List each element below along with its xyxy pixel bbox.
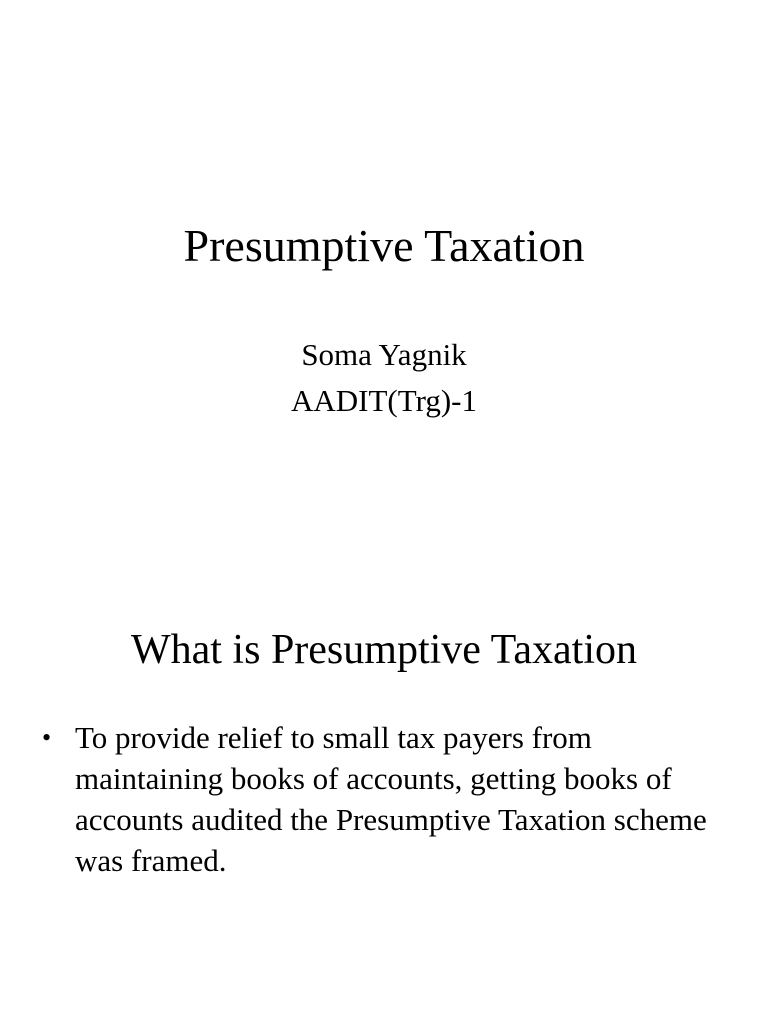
author-designation: AADIT(Trg)-1 [291,383,477,418]
slide-heading: What is Presumptive Taxation [130,627,638,673]
bullet-text: To provide relief to small tax payers from maintaining books of accounts, getting books of accounts audited the Presumptive Taxation scheme was framed. [75,720,707,878]
content-slide [0,512,768,1024]
author-name: Soma Yagnik [301,337,467,372]
slide-title: Presumptive Taxation [183,220,585,271]
bullet-icon: • [42,723,52,752]
author-block [0,332,768,424]
bullet-list [40,717,720,881]
bullet-point [40,717,720,881]
